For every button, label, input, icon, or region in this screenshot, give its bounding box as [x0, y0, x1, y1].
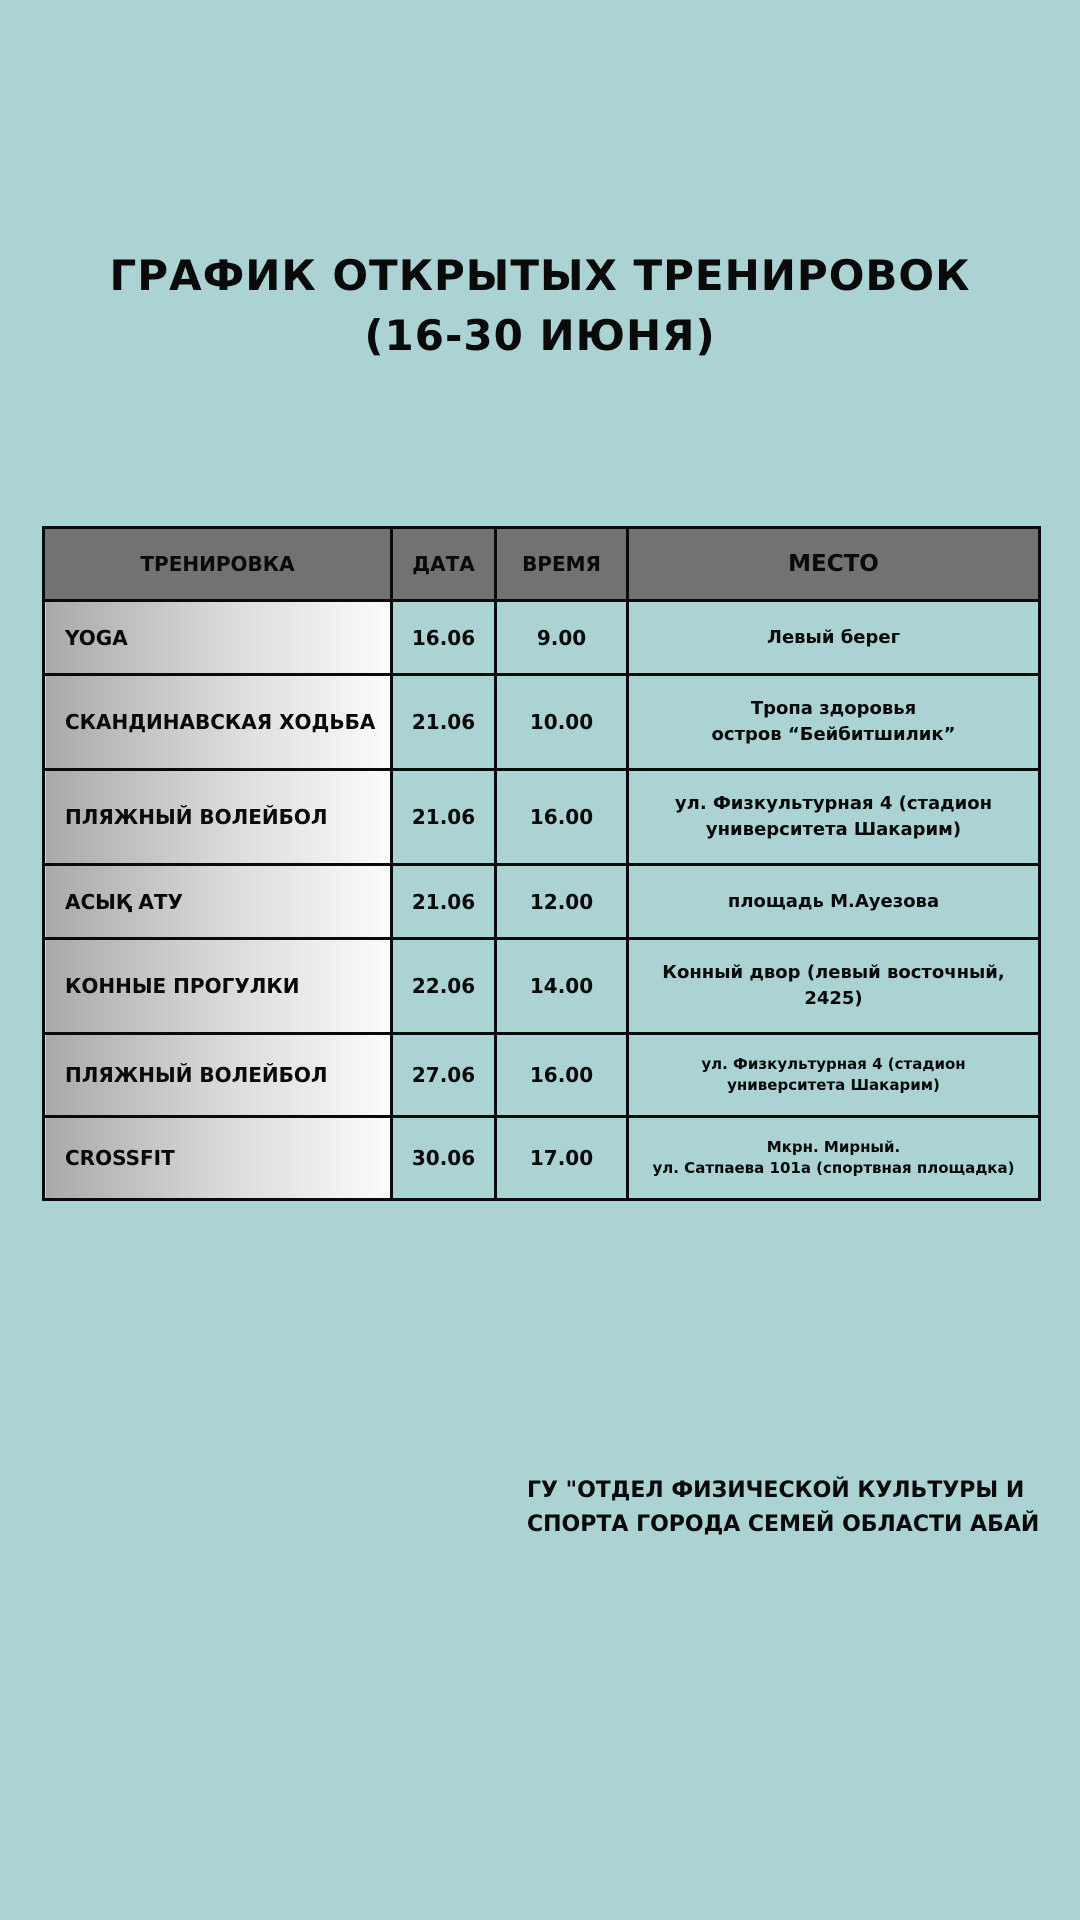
place-line-1: Левый берег: [767, 626, 900, 648]
table-row: [44, 675, 1040, 770]
training-date: 21.06: [392, 770, 496, 865]
place-line-1: Мкрн. Мирный.: [766, 1138, 901, 1156]
training-name: КОННЫЕ ПРОГУЛКИ: [44, 939, 392, 1034]
training-name: АСЫҚ АТУ: [44, 865, 392, 939]
training-place: [628, 601, 1040, 675]
training-date: 21.06: [392, 865, 496, 939]
training-place: [628, 770, 1040, 865]
place-line-1: площадь М.Ауезова: [727, 890, 940, 912]
training-date: 27.06: [392, 1034, 496, 1117]
training-date: 22.06: [392, 939, 496, 1034]
organization-line-1: ГУ "ОТДЕЛ ФИЗИЧЕСКОЙ КУЛЬТУРЫ И: [527, 1478, 1025, 1503]
place-line-2: университета Шакарим): [727, 1076, 940, 1094]
place-line-2: 2425): [804, 988, 863, 1009]
place-line-2: ул. Сатпаева 101а (спортвная площадка): [652, 1159, 1015, 1177]
organization-line-2: СПОРТА ГОРОДА СЕМЕЙ ОБЛАСТИ АБАЙ: [527, 1512, 1040, 1537]
table-row: [44, 865, 1040, 939]
training-time: 9.00: [496, 601, 628, 675]
table-row: [44, 1117, 1040, 1200]
training-name: ПЛЯЖНЫЙ ВОЛЕЙБОЛ: [44, 1034, 392, 1117]
schedule-table: [42, 526, 1041, 1201]
header-time: ВРЕМЯ: [496, 528, 628, 601]
training-time: 16.00: [496, 1034, 628, 1117]
training-name: СКАНДИНАВСКАЯ ХОДЬБА: [44, 675, 392, 770]
training-name: CROSSFIT: [44, 1117, 392, 1200]
table-row: [44, 1034, 1040, 1117]
page-title-line-1: ГРАФИК ОТКРЫТЫХ ТРЕНИРОВОК: [109, 251, 971, 300]
training-time: 17.00: [496, 1117, 628, 1200]
training-time: 16.00: [496, 770, 628, 865]
training-place: [628, 1117, 1040, 1200]
page-title-line-2: (16-30 ИЮНЯ): [364, 311, 716, 360]
training-date: 30.06: [392, 1117, 496, 1200]
table-row: [44, 770, 1040, 865]
place-line-2: остров “Бейбитшилик”: [711, 724, 956, 745]
training-date: 21.06: [392, 675, 496, 770]
place-line-2: университета Шакарим): [705, 819, 962, 840]
training-place: [628, 675, 1040, 770]
table-header-row: [44, 528, 1040, 601]
header-place: МЕСТО: [628, 528, 1040, 601]
training-time: 10.00: [496, 675, 628, 770]
organization-name: [527, 1474, 1047, 1542]
place-line-1: ул. Физкультурная 4 (стадион: [701, 1055, 966, 1073]
training-time: 12.00: [496, 865, 628, 939]
place-line-1: Конный двор (левый восточный,: [662, 962, 1005, 983]
header-training: ТРЕНИРОВКА: [44, 528, 392, 601]
training-name: YOGA: [44, 601, 392, 675]
table-row: [44, 939, 1040, 1034]
table-row: [44, 601, 1040, 675]
header-date: ДАТА: [392, 528, 496, 601]
training-time: 14.00: [496, 939, 628, 1034]
place-line-1: Тропа здоровья: [750, 698, 917, 719]
training-date: 16.06: [392, 601, 496, 675]
training-place: [628, 1034, 1040, 1117]
page-title: [0, 246, 1080, 366]
training-place: [628, 939, 1040, 1034]
training-place: [628, 865, 1040, 939]
training-name: ПЛЯЖНЫЙ ВОЛЕЙБОЛ: [44, 770, 392, 865]
place-line-1: ул. Физкультурная 4 (стадион: [674, 793, 993, 814]
